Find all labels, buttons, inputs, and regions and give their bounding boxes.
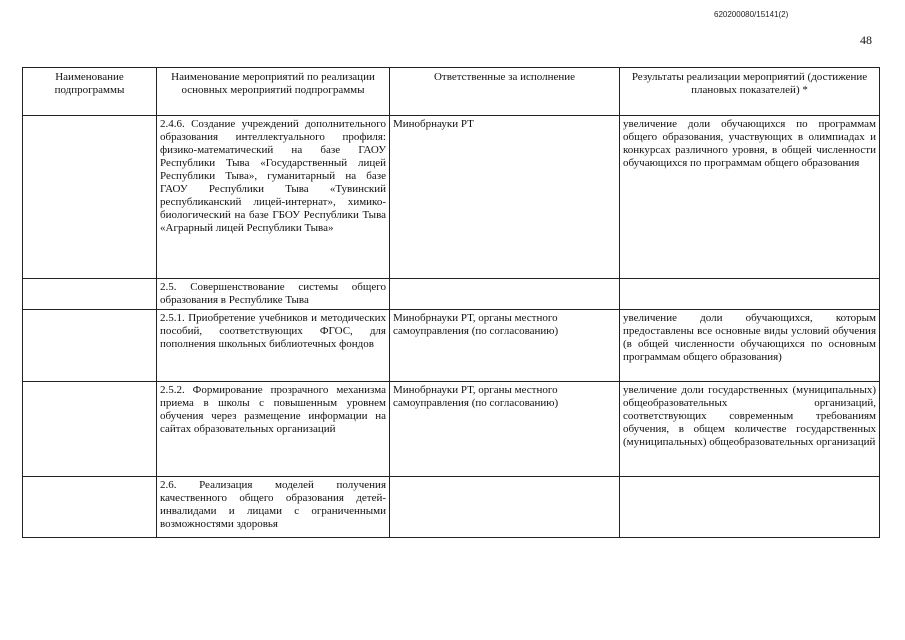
cell-responsible: Минобрнауки РТ xyxy=(390,116,620,279)
cell-results: увеличение доли государственных (муниципальных) общеобразовательных организаций, соответствующих современным требованиям обучения, в общем количестве государственных (муниципальных) общеобразовательных организаций xyxy=(620,382,880,477)
table-header-row xyxy=(23,68,880,116)
cell-activity: 2.5.1. Приобретение учебников и методических пособий, соответствующих ФГОС, для пополнения школьных библиотечных фондов xyxy=(157,310,390,382)
cell-responsible xyxy=(390,279,620,310)
cell-results xyxy=(620,477,880,538)
cell-results: увеличение доли обучающихся по программам общего образования, участвующих в олимпиадах и конкурсах различного уровня, в общей численности обучающихся по программам общего образования xyxy=(620,116,880,279)
header-activity: Наименование мероприятий по реализации основных мероприятий подпрограммы xyxy=(157,68,390,116)
header-subprogram: Наименование подпрограммы xyxy=(23,68,157,116)
header-responsible: Ответственные за исполнение xyxy=(390,68,620,116)
cell-results xyxy=(620,279,880,310)
cell-results: увеличение доли обучающихся, которым предоставлены все основные виды условий обучения (в общей численности обучающихся по основным программам общего образования) xyxy=(620,310,880,382)
page-number: 48 xyxy=(860,33,872,47)
cell-activity: 2.6. Реализация моделей получения качественного общего образования детей-инвалидами и лицами с ограниченными возможностями здоровья xyxy=(157,477,390,538)
table-row xyxy=(23,279,880,310)
table-row xyxy=(23,477,880,538)
cell-activity: 2.4.6. Создание учреждений дополнительного образования интеллектуального профиля: физико-математический на базе ГАОУ Республики Тыва «Государственный лицей Республики Тыва», гуманитарный на базе ГАОУ Республики Тыва «Тувинский республиканский лицей-интернат», химико-биологический на базе ГБОУ Республики Тыва «Аграрный лицей Республики Тыва» xyxy=(157,116,390,279)
cell-subprogram xyxy=(23,310,157,382)
document-id: 620200080/15141(2) xyxy=(714,10,789,19)
header-results: Результаты реализации мероприятий (достижение плановых показателей) * xyxy=(620,68,880,116)
cell-responsible: Минобрнауки РТ, органы местного самоуправления (по согласованию) xyxy=(390,310,620,382)
cell-responsible: Минобрнауки РТ, органы местного самоуправления (по согласованию) xyxy=(390,382,620,477)
cell-responsible xyxy=(390,477,620,538)
table-row xyxy=(23,116,880,279)
cell-activity: 2.5.2. Формирование прозрачного механизма приема в школы с повышенным уровнем обучения через размещение информации на сайтах образовательных организаций xyxy=(157,382,390,477)
cell-subprogram xyxy=(23,382,157,477)
cell-activity: 2.5. Совершенствование системы общего образования в Республике Тыва xyxy=(157,279,390,310)
table-row xyxy=(23,310,880,382)
cell-subprogram xyxy=(23,116,157,279)
table-row xyxy=(23,382,880,477)
cell-subprogram xyxy=(23,279,157,310)
cell-subprogram xyxy=(23,477,157,538)
activities-table xyxy=(22,67,880,538)
